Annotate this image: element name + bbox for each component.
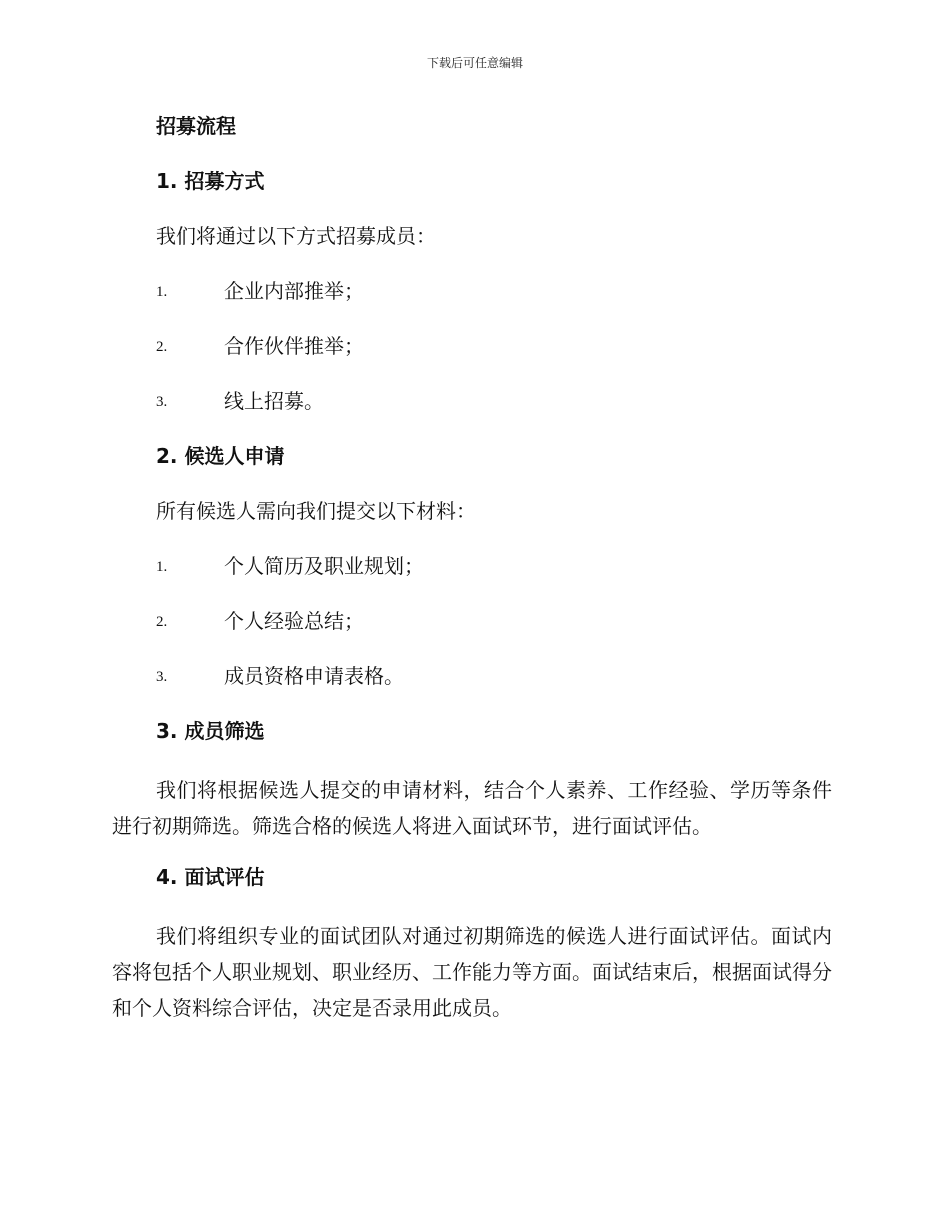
section-intro: 我们将通过以下方式招募成员：	[156, 224, 436, 248]
section-paragraph: 我们将根据候选人提交的申请材料，结合个人素养、工作经验、学历等条件进行初期筛选。筛选合格的候选人将进入面试环节，进行面试评估。	[112, 778, 832, 838]
list-item-text: 合作伙伴推举；	[224, 334, 364, 358]
list-number: 2.	[156, 339, 168, 355]
list-item	[112, 277, 832, 305]
list-number: 2.	[156, 614, 168, 630]
numbered-list	[112, 552, 832, 690]
list-item-text: 成员资格申请表格。	[224, 664, 404, 688]
list-item	[112, 607, 832, 635]
numbered-list	[112, 277, 832, 415]
list-item-text: 企业内部推举；	[224, 279, 364, 303]
section-candidate-application	[112, 442, 832, 690]
list-item	[112, 552, 832, 580]
document-body	[112, 112, 832, 1045]
document-title: 招募流程	[156, 114, 236, 138]
section-paragraph: 我们将组织专业的面试团队对通过初期筛选的候选人进行面试评估。面试内容将包括个人职业规划、职业经历、工作能力等方面。面试结束后，根据面试得分和个人资料综合评估，决定是否录用此成员。	[112, 924, 832, 1020]
list-number: 1.	[156, 284, 168, 300]
list-item	[112, 387, 832, 415]
section-member-screening	[112, 717, 832, 844]
list-number: 1.	[156, 559, 168, 575]
list-number: 3.	[156, 394, 168, 410]
page-header: 下载后可任意编辑	[426, 56, 523, 70]
section-interview-evaluation	[112, 863, 832, 1026]
section-heading: 1. 招募方式	[156, 169, 265, 193]
section-heading: 2. 候选人申请	[156, 444, 285, 468]
section-heading: 4. 面试评估	[156, 865, 265, 889]
list-item-text: 个人经验总结；	[224, 609, 364, 633]
list-item	[112, 332, 832, 360]
section-heading: 3. 成员筛选	[156, 719, 265, 743]
list-item-text: 线上招募。	[224, 389, 324, 413]
section-recruitment-methods	[112, 167, 832, 415]
section-intro: 所有候选人需向我们提交以下材料：	[156, 499, 476, 523]
list-item-text: 个人简历及职业规划；	[224, 554, 424, 578]
list-number: 3.	[156, 669, 168, 685]
list-item	[112, 662, 832, 690]
